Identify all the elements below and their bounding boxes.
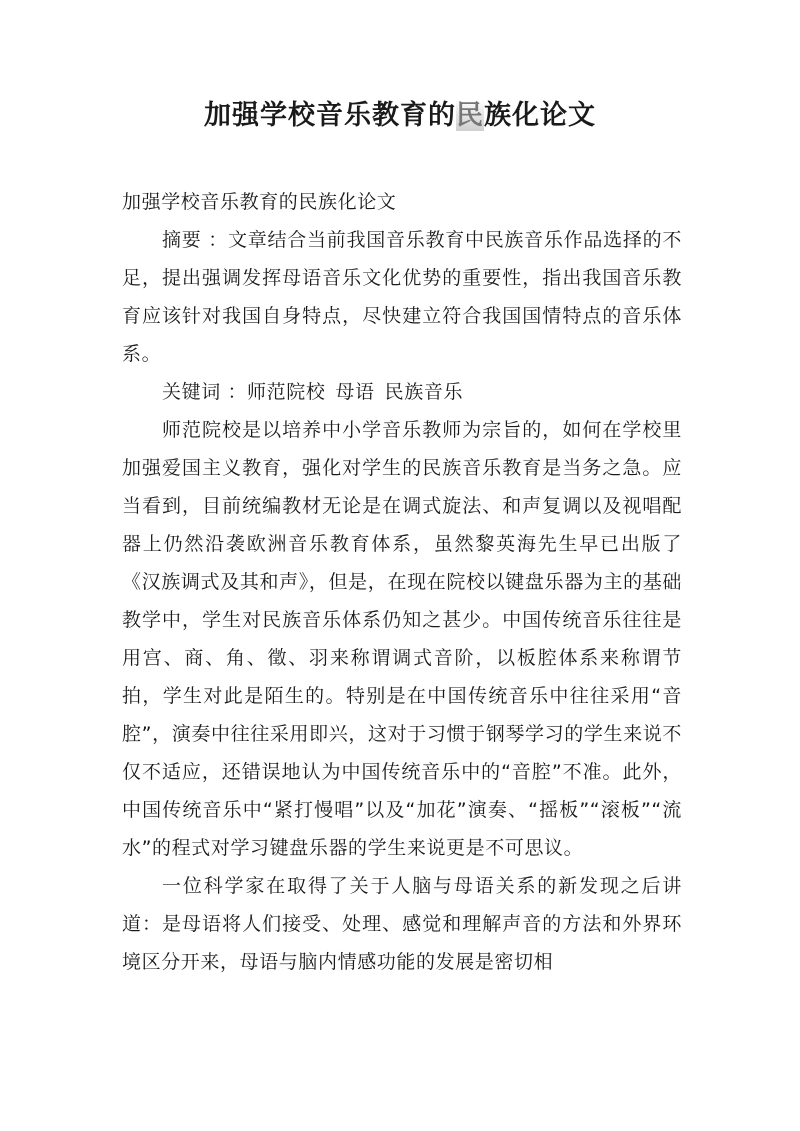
keywords-line bbox=[122, 373, 682, 411]
keywords-label: 关键词 ： bbox=[162, 381, 248, 403]
keyword: 母语 bbox=[335, 381, 375, 403]
document-title bbox=[0, 96, 800, 136]
abstract-paragraph: 摘要 ：文章结合当前我国音乐教育中民族音乐作品选择的不足，提出强调发挥母语音乐文化优势的重要性，指出我国音乐教育应该针对我国自身特点，尽快建立符合我国国情特点的音乐体系。 bbox=[122, 229, 682, 365]
body-paragraph: 师范院校是以培养中小学音乐教师为宗旨的，如何在学校里加强爱国主义教育，强化对学生的民族音乐教育是当务之急。应当看到，目前统编教材无论是在调式旋法、和声复调以及视唱配器上仍然沿袭欧洲音乐教育体系，虽然黎英海先生早已出版了《汉族调式及其和声》，但是，在现在院校以键盘乐器为主的基础教学中，学生对民族音乐体系仍知之甚少。中国传统音乐往往是用宫、商、角、徵、羽来称谓调式音阶，以板腔体系来称谓节拍，学生对此是陌生的。特别是在中国传统音乐中往往采用“音腔”，演奏中往往采用即兴，这对于习惯于钢琴学习的学生来说不仅不适应，还错误地认为中国传统音乐中的“音腔”不准。此外，中国传统音乐中“紧打慢唱”以及“加花”演奏、“摇板”“滚板”“流水”的程式对学习键盘乐器的学生来说更是不可思议。 bbox=[122, 419, 682, 859]
keyword: 民族音乐 bbox=[384, 381, 464, 403]
title-highlighted-character: 民 bbox=[456, 100, 484, 131]
keyword: 师范院校 bbox=[247, 381, 326, 403]
document-body bbox=[122, 183, 682, 981]
body-paragraph: 一位科学家在取得了关于人脑与母语关系的新发现之后讲道：是母语将人们接受、处理、感觉和理解声音的方法和外界环境区分开来，母语与脑内情感功能的发展是密切相 bbox=[122, 875, 682, 973]
title-text-end: 族化论文 bbox=[484, 100, 596, 131]
article-subtitle: 加强学校音乐教育的民族化论文 bbox=[122, 191, 397, 213]
title-text-start: 加强学校音乐教育的 bbox=[204, 100, 456, 131]
